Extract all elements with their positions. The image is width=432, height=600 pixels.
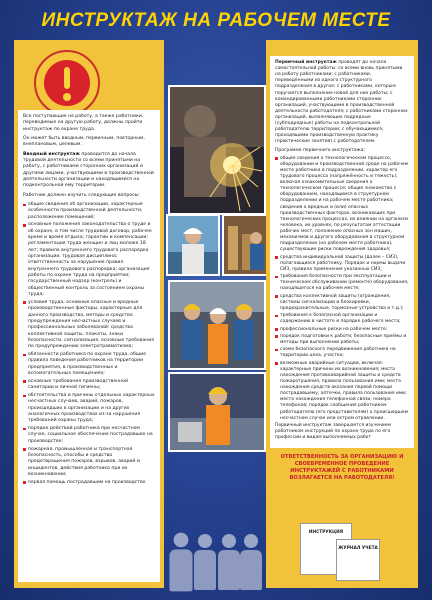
list-item: требования к безопасной организации и содержанию в чистоте и порядке рабочего места; xyxy=(275,313,409,325)
list-item: профессиональные риски на рабочем месте; xyxy=(275,327,409,333)
list-item: обязанности работника по охране труда, общие правила поведения работников на территории предприятия, в производственных и вспомогательных помещениях; xyxy=(23,352,155,377)
left-paragraph-3: проводится до начала трудовой деятельности со всеми принятыми на работу, с работниками сторонних организаций и другими лицами, участвующими в производственной деятельности организации и находящимися на подконтрольной ему территории. xyxy=(23,151,154,189)
left-paragraph-2: Он может быть вводным, первичным, повторным, внеплановым, целевым. xyxy=(23,135,145,148)
list-item: общие сведения о технологическом процессе, оборудовании и производственной среде на рабочем месте работника в подразделении, характер его трудового процесса (напряжённость и тяжесть); включая ознакомительные сведения о технологическом процессе; общие знакомство с оборудованием, находящимся в структурном подразделении и на рабочем месте работника; сведения о вредных и (или) опасных производственных факторах, возникающих при технологических процессах, их влиянии на организм человека, их уровнях, по результатам аттестации рабочих мест, положение опасных зон машин, механизмов и другого оборудования в структурном подразделении (на рабочем месте работника), существующие риски повреждения здоровья; xyxy=(275,156,409,254)
page-title: ИНСТРУКТАЖ НА РАБОЧЕМ МЕСТЕ xyxy=(41,10,391,31)
list-item: общие сведения об организации, характерные особенности производственной деятельности, расположение помещений; xyxy=(23,202,155,221)
exclamation-warning-icon xyxy=(34,50,100,116)
list-item: условия труда, основные опасные и вредные производственные факторы, характерные для данного производства, методы и средства предупреждения несчастных случаев и профессиональных заболеваний: средства коллективной защиты, плакаты, знаки безопасности, сигнализация, основные требования по предупреждению электротравматизма; xyxy=(23,300,155,351)
right-paragraph-3: Первичный инструктаж завершается изучением работником инструкций по охране труда по его профессии и видам выполняемых работ xyxy=(275,422,391,441)
list-item: средства индивидуальной защиты (далее – СИЗ), полагающиеся работнику. Порядок и нормы выдачи СИЗ, правила применения указанных СИЗ; xyxy=(275,255,409,273)
engineer-photo xyxy=(166,214,220,276)
list-item: схема безопасного передвижения работника на территории цеха, участка; xyxy=(275,347,409,359)
right-text-panel xyxy=(270,56,414,448)
welding-photo xyxy=(168,85,266,215)
left-text-panel xyxy=(18,110,160,582)
list-item: средства коллективной защиты (ограждения, системы сигнализации и блокировки, предохранительные, тормозные устройства и т.д.); xyxy=(275,294,409,312)
list-item: порядок подготовки к работе; безопасные приёмы и методы при выполнении работы; xyxy=(275,334,409,346)
right-paragraph-1: проводят до начала самостоятельной работы: со всеми вновь принятыми на работу работниками; с работниками, переведёнными из одного структурного подразделения в другое; с работниками, которым поручается выполнение новой для них работы; с командированными работниками сторонних организаций, участвующими в производственной деятельности работодателя; с работниками сторонних организаций, выполняющих подрядные (субподрядные) работы на подконтрольной работодателю территории; с обучающимися, проходящими производственную практику (практические занятия) с работодателем. xyxy=(275,60,408,145)
list-item: пожарная, промышленная и транспортная безопасность, способы и средства предотвращения пожаров, взрывов, аварий и инцидентов, действия работника при их возникновении; xyxy=(23,447,155,479)
list-item: первая помощь пострадавшим на производстве xyxy=(23,480,155,486)
instruction-journal-icon xyxy=(300,515,390,585)
primary-briefing-lead: Первичный инструктаж xyxy=(275,60,337,65)
left-paragraph-1: Все поступающие на работу, а также работники, переводимые на другую работу, должны пройти инструктаж по охране труда. xyxy=(23,114,144,132)
journal-document: ЖУРНАЛ УЧЕТА xyxy=(336,539,380,581)
list-item: основные положения законодательства о труде и об охране, в том числе трудовой договор, рабочее время и время отдыха; гарантии и компенсации; регламентация труда женщин и лиц моложе 18 лет; правила внутреннего трудового распорядка организации, трудовая дисциплина; ответственность за нарушение правил внутреннего трудового распорядка; организация работы по охране труда на предприятии; государственный надзор (контроль) и общественный контроль за состоянием охраны труда; xyxy=(23,222,155,298)
right-paragraph-2: Программа первичного инструктажа: xyxy=(275,147,365,153)
list-item: основные требования производственной санитарии и личной гигиены; xyxy=(23,379,155,392)
intro-briefing-lead: Вводный инструктаж xyxy=(23,151,80,157)
list-item: возможные аварийные ситуации, включая: характерные причины их возникновения; места нахождения противоаварийной защиты и средств пожаротушения, правила пользования ими; места нахождения средств оказания первой помощи пострадавшему, аптечки, правила пользования ими; места нахождения телефонной связи, номера телефонов; порядок сообщения работником работодателю (его представителям) о происшедшем несчастном случае или остром отравлении. xyxy=(275,361,409,422)
left-paragraph-4: Работник должен изучить следующие вопросы: xyxy=(23,192,140,198)
list-item: требования безопасности при эксплуатации и техническом обслуживании (ремонте) оборудования, находящегося на рабочем месте; xyxy=(275,274,409,292)
people-silhouettes xyxy=(168,460,264,590)
responsibility-note: ОТВЕТСТВЕННОСТЬ ЗА ОРГАНИЗАЦИЮ И СВОЕВРЕМЕННОЕ ПРОВЕДЕНИЕ ИНСТРУКТАЖЕЙ С РАБОТНИКАМИ ВОЗЛАГАЕТСЯ НА РАБОТОДАТЕЛЯ! xyxy=(280,454,404,482)
list-item: обстоятельства и причины отдельных характерных несчастных случаев, аварий, пожаров, происшедших в организации и на других аналогичных производствах из-за нарушения требований охраны труда; xyxy=(23,393,155,425)
factory-photo xyxy=(222,214,268,276)
instruction-document: ИНСТРУКЦИЯ xyxy=(300,523,352,575)
workers-group-photo xyxy=(168,280,266,370)
list-item: порядок действий работника при несчастном случае, социальное обеспечение пострадавших на производстве; xyxy=(23,426,155,445)
technician-photo xyxy=(168,372,266,452)
